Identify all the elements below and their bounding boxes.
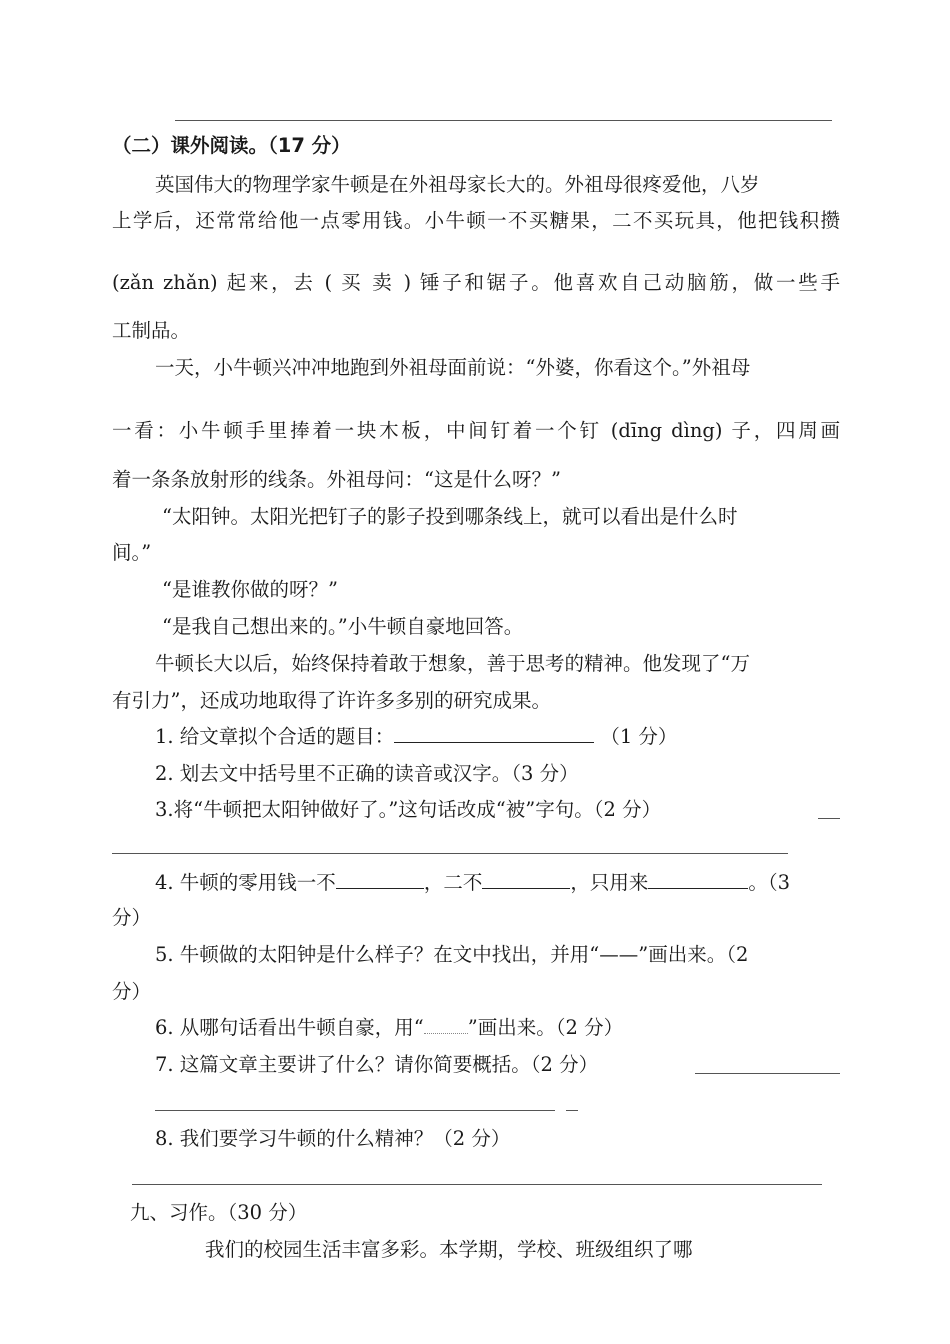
passage-line-11: “是我自己想出来的。”小牛顿自豪地回答。	[162, 615, 524, 638]
answer-line-q7[interactable]	[155, 1110, 555, 1111]
answer-line-q8[interactable]	[132, 1184, 822, 1185]
question-6-part-a: 6. 从哪句话看出牛顿自豪，用“	[155, 1016, 424, 1039]
question-5-continued: 分）	[112, 980, 152, 1003]
question-2: 2. 划去文中括号里不正确的读音或汉字。（3 分）	[155, 762, 579, 785]
question-3: 3.将“牛顿把太阳钟做好了。”这句话改成“被”字句。（2 分）	[155, 798, 662, 821]
question-4-part-d: 。（3	[748, 871, 791, 894]
passage-line-12: 牛顿长大以后，始终保持着敢于想象，善于思考的精神。他发现了“万	[155, 652, 750, 675]
answer-blank-q4-2[interactable]	[482, 870, 570, 889]
composition-heading: 九、习作。（30 分）	[130, 1201, 308, 1224]
question-4-part-c: ，只用来	[570, 871, 649, 894]
question-4-part-a: 4. 牛顿的零用钱一不	[155, 871, 336, 894]
passage-line-3: (zǎn zhǎn) 起来，去 ( 买 卖 ) 锤子和锯子。他喜欢自己动脑筋，做一些手	[112, 271, 840, 294]
answer-blank-q4-1[interactable]	[336, 870, 424, 889]
question-1	[155, 724, 677, 750]
top-rule	[175, 120, 832, 121]
answer-line-q7-short[interactable]	[695, 1073, 840, 1074]
passage-line-4: 工制品。	[112, 319, 191, 342]
passage-line-1: 英国伟大的物理学家牛顿是在外祖母家长大的。外祖母很疼爱他，八岁	[155, 173, 760, 196]
passage-line-7: 着一条条放射形的线条。外祖母问：“这是什么呀？”	[112, 468, 561, 491]
passage-line-9: 间。”	[112, 541, 152, 564]
answer-blank-title[interactable]	[394, 724, 594, 743]
question-1-text: 1. 给文章拟个合适的题目：	[155, 725, 395, 748]
question-6-part-b: ”画出来。（2 分）	[467, 1016, 624, 1039]
passage-line-10: “是谁教你做的呀？”	[162, 578, 338, 601]
answer-line-q7-tail[interactable]	[566, 1110, 578, 1111]
question-1-score: （1 分）	[600, 725, 678, 748]
answer-line-q3-short[interactable]	[818, 818, 840, 819]
wavy-line-sample	[424, 1017, 468, 1034]
question-7: 7. 这篇文章主要讲了什么？请你简要概括。（2 分）	[155, 1053, 599, 1076]
question-6	[155, 1015, 623, 1041]
question-5: 5. 牛顿做的太阳钟是什么样子？在文中找出，并用“——”画出来。（2	[155, 943, 749, 966]
question-8: 8. 我们要学习牛顿的什么精神？（2 分）	[155, 1127, 511, 1150]
question-4	[155, 870, 790, 896]
passage-line-2: 上学后，还常常给他一点零用钱。小牛顿一不买糖果，二不买玩具，他把钱积攒	[112, 209, 840, 232]
passage-line-6: 一看：小牛顿手里捧着一块木板，中间钉着一个钉 (dīng dìng) 子，四周画	[112, 419, 840, 442]
answer-line-q3[interactable]	[112, 853, 788, 854]
question-4-part-b: ，二不	[423, 871, 483, 894]
passage-line-13: 有引力”，还成功地取得了许许多多别的研究成果。	[112, 689, 551, 712]
passage-line-8: “太阳钟。太阳光把钉子的影子投到哪条线上，就可以看出是什么时	[162, 505, 738, 528]
passage-line-5: 一天，小牛顿兴冲冲地跑到外祖母面前说：“外婆，你看这个。”外祖母	[155, 356, 751, 379]
question-4-continued: 分）	[112, 906, 152, 929]
composition-line-1: 我们的校园生活丰富多彩。本学期，学校、班级组织了哪	[205, 1238, 693, 1261]
section-heading: （二）课外阅读。（17 分）	[112, 134, 351, 157]
answer-blank-q4-3[interactable]	[648, 870, 748, 889]
